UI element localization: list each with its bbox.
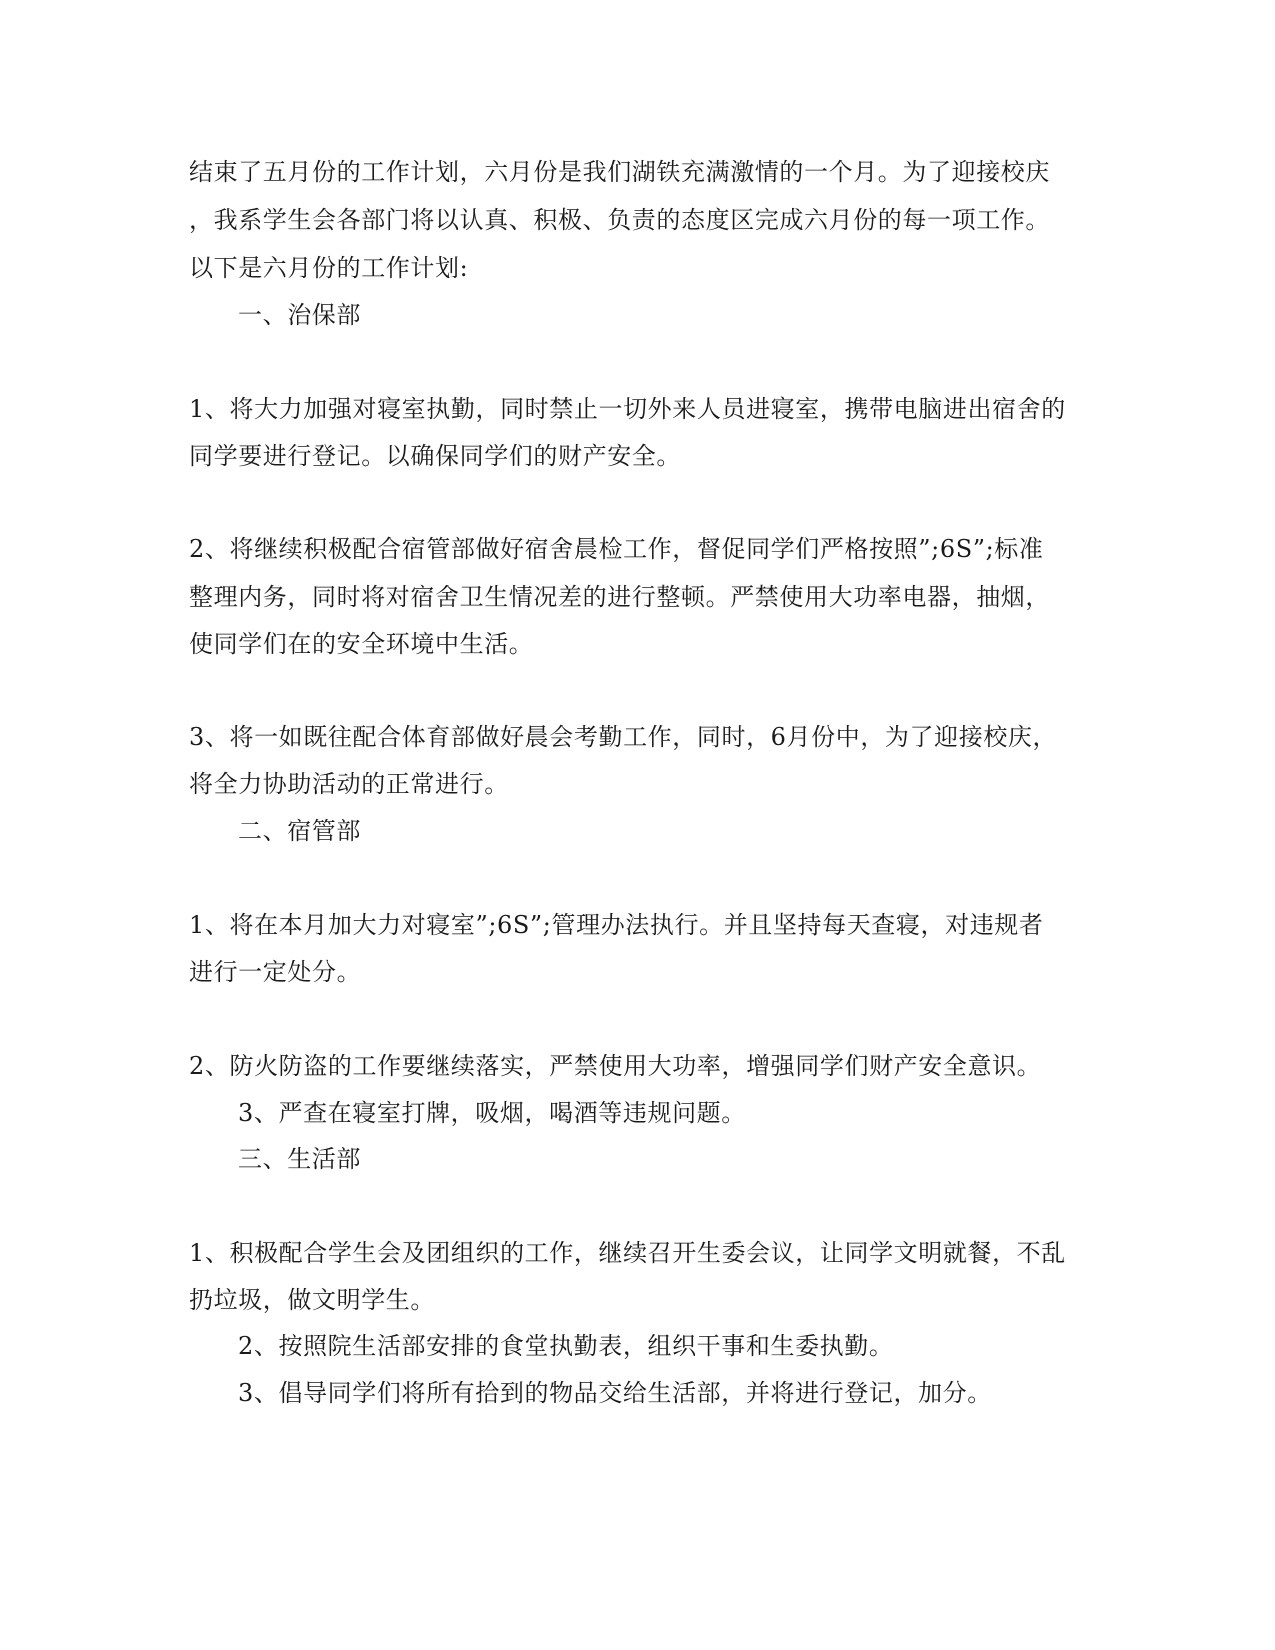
list-item-line: 1、将大力加强对寝室执勤，同时禁止一切外来人员进寝室，携带电脑进出宿舍的 <box>189 395 1066 423</box>
list-item-line: 2、防火防盗的工作要继续落实，严禁使用大功率，增强同学们财产安全意识。 <box>189 1052 1042 1080</box>
list-item-line: 将全力协助活动的正常进行。 <box>189 770 509 798</box>
list-item-line: 整理内务，同时将对宿舍卫生情况差的进行整顿。严禁使用大功率电器，抽烟， <box>189 583 1050 611</box>
list-item-line: 扔垃圾，做文明学生。 <box>189 1286 435 1314</box>
intro-line: 结束了五月份的工作计划，六月份是我们湖铁充满激情的一个月。为了迎接校庆 <box>189 158 1050 186</box>
intro-line: 以下是六月份的工作计划: <box>189 254 469 282</box>
section-heading-shenghuobu: 三、生活部 <box>238 1145 361 1173</box>
list-item-line: 3、将一如既往配合体育部做好晨会考勤工作，同时，6月份中，为了迎接校庆， <box>189 723 1058 751</box>
list-item-line: 同学要进行登记。以确保同学们的财产安全。 <box>189 442 681 470</box>
list-item-line: 1、积极配合学生会及团组织的工作，继续召开生委会议，让同学文明就餐，不乱 <box>189 1239 1066 1267</box>
intro-line: ，我系学生会各部门将以认真、积极、负责的态度区完成六月份的每一项工作。 <box>189 206 1050 234</box>
section-heading-zhibaobu: 一、治保部 <box>238 301 361 329</box>
list-item-line: 3、倡导同学们将所有拾到的物品交给生活部，并将进行登记，加分。 <box>238 1379 992 1407</box>
list-item-line: 2、按照院生活部安排的食堂执勤表，组织干事和生委执勤。 <box>238 1332 894 1360</box>
list-item-line: 2、将继续积极配合宿管部做好宿舍晨检工作，督促同学们严格按照”;6S”;标准 <box>189 535 1044 563</box>
list-item-line: 3、严查在寝室打牌，吸烟，喝酒等违规问题。 <box>238 1099 746 1127</box>
list-item-line: 1、将在本月加大力对寝室”;6S”;管理办法执行。并且坚持每天查寝，对违规者 <box>189 911 1044 939</box>
section-heading-suguanbu: 二、宿管部 <box>238 817 361 845</box>
list-item-line: 进行一定处分。 <box>189 958 362 986</box>
list-item-line: 使同学们在的安全环境中生活。 <box>189 630 534 658</box>
